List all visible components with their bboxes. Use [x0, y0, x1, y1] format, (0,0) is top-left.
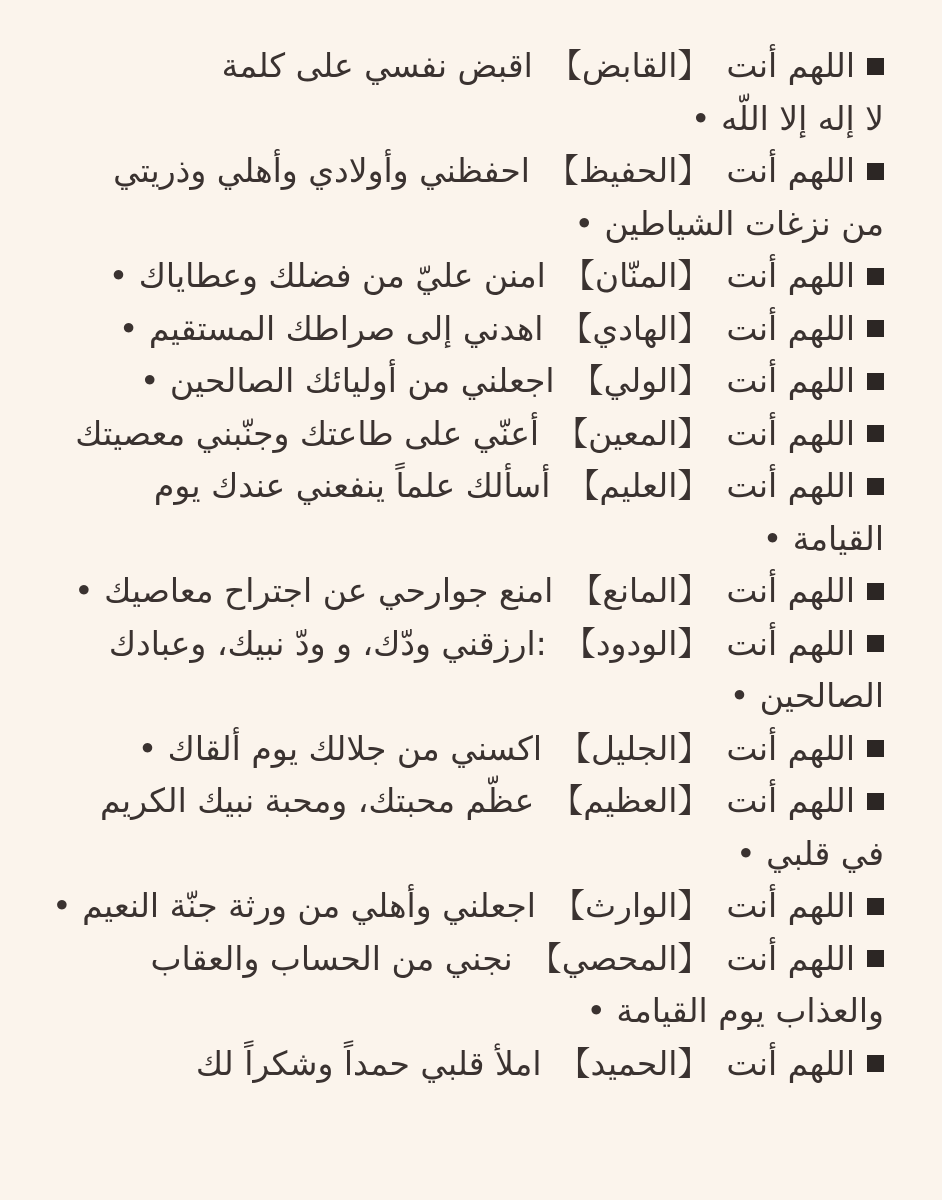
dua-text: امنع جوارحي عن اجتراح معاصيك • [74, 571, 554, 610]
dua-line [46, 303, 884, 356]
divine-name: 【الجليل】 [558, 728, 711, 768]
divine-name: 【العليم】 [566, 466, 711, 505]
dua-prefix: اللهم أنت [726, 308, 855, 348]
square-bullet-icon [867, 320, 884, 337]
dua-prefix: اللهم أنت [726, 46, 855, 85]
dua-prefix: اللهم أنت [726, 623, 855, 663]
dua-text: اهدني إلى صراطك المستقيم • [118, 308, 544, 348]
square-bullet-icon [867, 1055, 884, 1072]
dua-line [46, 723, 884, 776]
dua-prefix: اللهم أنت [726, 466, 855, 505]
square-bullet-icon [867, 898, 884, 915]
dua-line [46, 355, 884, 408]
dua-prefix: اللهم أنت [726, 886, 855, 925]
dua-continuation: القيامة • [762, 518, 884, 558]
square-bullet-icon [867, 793, 884, 810]
dua-text: عظّم محبتك، ومحبة نبيك الكريم [99, 781, 535, 820]
dua-prefix: اللهم أنت [726, 256, 855, 295]
square-bullet-icon [867, 163, 884, 180]
dua-text: اجعلني من أوليائك الصالحين • [139, 361, 555, 400]
dua-text: أعنّي على طاعتك وجنّبني معصيتك [75, 413, 540, 453]
dua-prefix: اللهم أنت [726, 571, 855, 610]
square-bullet-icon [867, 635, 884, 652]
dua-prefix: اللهم أنت [726, 728, 855, 768]
dua-text: اجعلني وأهلي من ورثة جنّة النعيم • [52, 886, 536, 925]
divine-name: 【المانع】 [569, 571, 711, 610]
square-bullet-icon [867, 373, 884, 390]
dua-line [46, 40, 884, 93]
divine-name: 【الحميد】 [557, 1043, 711, 1083]
dua-text: امنن عليّ من فضلك وعطاياك • [108, 256, 546, 295]
square-bullet-icon [867, 58, 884, 75]
dua-prefix: اللهم أنت [726, 361, 855, 400]
divine-name: 【الحفيظ】 [545, 151, 711, 190]
divine-name: 【المعين】 [555, 413, 711, 453]
dua-line [46, 775, 884, 828]
dua-continuation: في قلبي • [736, 833, 884, 873]
dua-line [46, 460, 884, 513]
dua-text: :ارزقني ودّك، و ودّ نبيك، وعبادك [108, 623, 547, 663]
dua-line [46, 618, 884, 671]
dua-prefix: اللهم أنت [726, 1043, 855, 1083]
dua-text: احفظني وأولادي وأهلي وذريتي [113, 151, 530, 190]
dua-line [46, 880, 884, 933]
square-bullet-icon [867, 425, 884, 442]
divine-name: 【المحصي】 [528, 938, 711, 978]
dua-text: املأ قلبي حمداً وشكراً لك [195, 1043, 542, 1083]
dua-prefix: اللهم أنت [726, 781, 855, 820]
divine-name: 【الهادي】 [559, 308, 711, 348]
dua-line [46, 933, 884, 986]
dua-continuation: الصالحين • [729, 676, 884, 715]
dua-continuation: والعذاب يوم القيامة • [586, 991, 884, 1030]
square-bullet-icon [867, 740, 884, 757]
dua-text: نجني من الحساب والعقاب [150, 938, 513, 978]
divine-name: 【العظيم】 [550, 781, 711, 820]
dua-text: اكسني من جلالك يوم ألقاك • [137, 728, 543, 768]
square-bullet-icon [867, 478, 884, 495]
dua-line [46, 1038, 884, 1091]
square-bullet-icon [867, 950, 884, 967]
divine-name: 【الوارث】 [551, 886, 711, 925]
dua-prefix: اللهم أنت [726, 938, 855, 978]
divine-name: 【الودود】 [562, 623, 711, 663]
dua-continuation: لا إله إلا اللّه • [691, 98, 884, 138]
square-bullet-icon [867, 583, 884, 600]
dua-text: اقبض نفسي على كلمة [221, 46, 533, 85]
dua-continuation: من نزغات الشياطين • [574, 203, 884, 243]
dua-prefix: اللهم أنت [726, 413, 855, 453]
divine-name: 【القابض】 [548, 46, 711, 85]
divine-name: 【الولي】 [570, 361, 711, 400]
dua-text: أسألك علماً ينفعني عندك يوم [153, 466, 551, 505]
dua-line [46, 250, 884, 303]
dua-prefix: اللهم أنت [726, 151, 855, 190]
dua-line [46, 408, 884, 461]
dua-line [46, 145, 884, 198]
dua-line [46, 565, 884, 618]
square-bullet-icon [867, 268, 884, 285]
divine-name: 【المنّان】 [561, 256, 711, 295]
